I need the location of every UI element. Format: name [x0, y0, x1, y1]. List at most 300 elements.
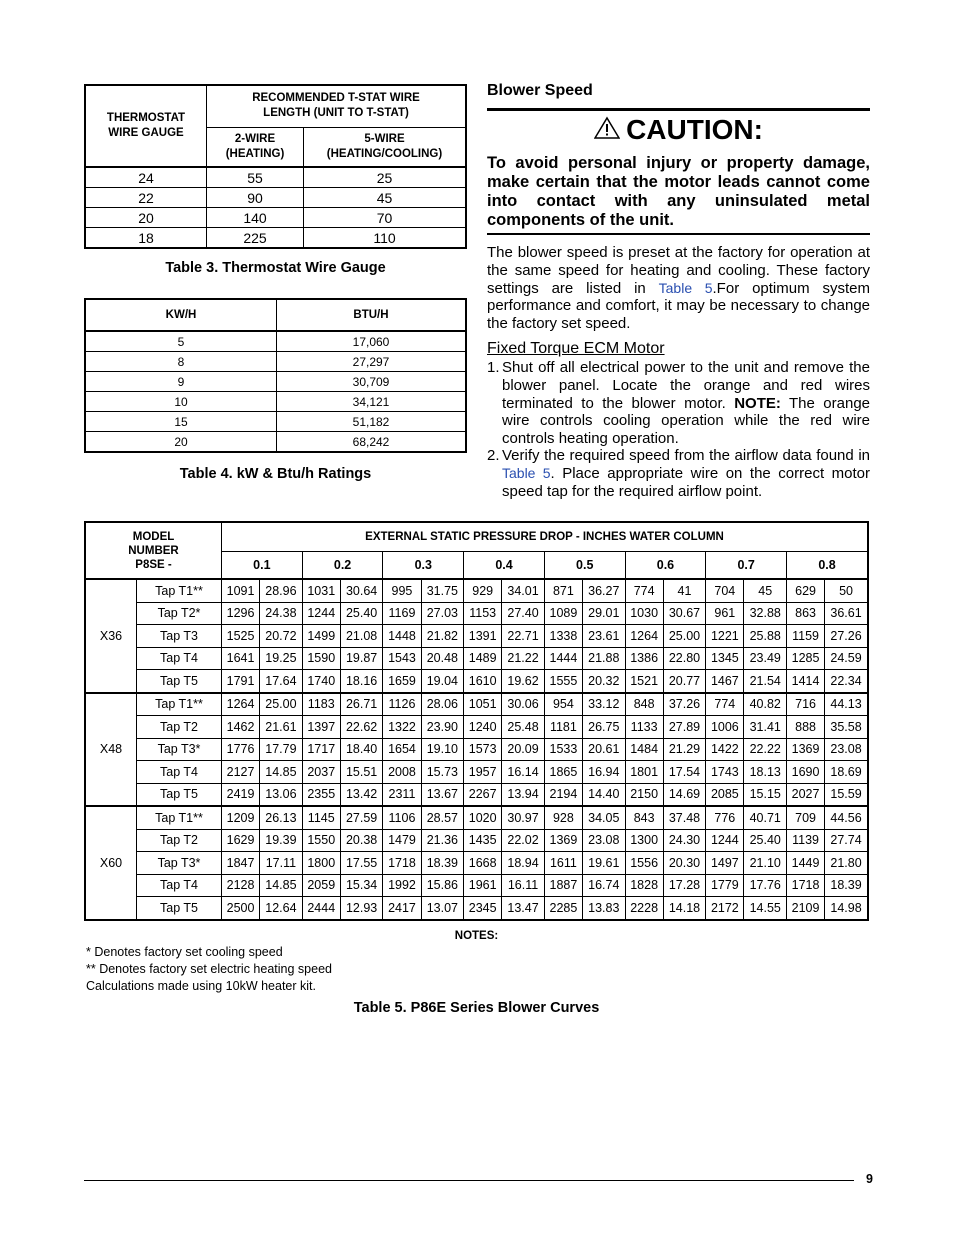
t4-cell: 9: [85, 372, 277, 392]
t5-value-cell: 2150: [625, 783, 663, 806]
t5-value-cell: 2059: [302, 874, 340, 897]
caution-text: To avoid personal injury or property damage, make certain that the motor leads cannot come into contact with any uninsulated metal components of the unit.: [487, 154, 870, 229]
t5-value-cell: 30.97: [502, 806, 545, 829]
t5-model-header-line: MODEL: [132, 530, 175, 543]
t3-cell: 24: [85, 167, 207, 188]
t5-value-cell: 2500: [222, 897, 260, 920]
t5-value-cell: 961: [706, 602, 744, 625]
t5-value-cell: 44.13: [825, 693, 868, 716]
t5-value-cell: 22.34: [825, 670, 868, 693]
t3-col3-header-line1: 5-WIRE: [364, 132, 405, 145]
t3-cell: 110: [304, 228, 467, 249]
t5-value-cell: 17.55: [340, 852, 383, 875]
t5-value-cell: 36.61: [825, 602, 868, 625]
t5-value-cell: 2109: [787, 897, 825, 920]
t5-value-cell: 30.67: [663, 602, 706, 625]
t5-value-cell: 18.94: [502, 852, 545, 875]
t5-value-cell: 20.61: [582, 738, 625, 761]
t5-pressure-header: 0.2: [302, 552, 383, 580]
t5-value-cell: 22.71: [502, 625, 545, 648]
t5-value-cell: 13.94: [502, 783, 545, 806]
t5-value-cell: 1181: [544, 716, 582, 739]
t5-value-cell: 18.39: [421, 852, 464, 875]
t5-value-cell: 995: [383, 579, 421, 602]
t5-value-cell: 1414: [787, 670, 825, 693]
t5-value-cell: 25.48: [502, 716, 545, 739]
t5-value-cell: 1525: [222, 625, 260, 648]
t5-value-cell: 1573: [464, 738, 502, 761]
blower-intro-paragraph: [487, 244, 870, 333]
step-2-text-b: . Place appropriate wire on the correct motor speed tap for the required airflow point.: [502, 464, 870, 500]
t5-value-cell: 2355: [302, 783, 340, 806]
t4-cell: 34,121: [277, 392, 467, 412]
t3-col3-header: [304, 127, 467, 167]
t5-value-cell: 20.30: [663, 852, 706, 875]
t5-value-cell: 2037: [302, 761, 340, 784]
note-item: * Denotes factory set cooling speed: [86, 945, 283, 959]
t5-value-cell: 13.47: [502, 897, 545, 920]
t5-row: [85, 738, 868, 761]
t5-pressure-header: 0.5: [544, 552, 625, 580]
t5-value-cell: 20.72: [260, 625, 303, 648]
t5-value-cell: 1435: [464, 829, 502, 852]
t5-value-cell: 1776: [222, 738, 260, 761]
t5-value-cell: 25.00: [260, 693, 303, 716]
t5-value-cell: 18.16: [340, 670, 383, 693]
t3-cell: 45: [304, 188, 467, 208]
t5-value-cell: 1448: [383, 625, 421, 648]
t5-value-cell: 1345: [706, 647, 744, 670]
t5-value-cell: 29.01: [582, 602, 625, 625]
t5-value-cell: 24.30: [663, 829, 706, 852]
t5-row: [85, 761, 868, 784]
t5-value-cell: 1521: [625, 670, 663, 693]
t5-value-cell: 1690: [787, 761, 825, 784]
kw-btu-ratings-table: [84, 298, 467, 453]
t5-value-cell: 1091: [222, 579, 260, 602]
t5-tap-cell: Tap T4: [137, 874, 222, 897]
t5-value-cell: 2419: [222, 783, 260, 806]
t5-value-cell: 21.36: [421, 829, 464, 852]
t5-value-cell: 2228: [625, 897, 663, 920]
t5-value-cell: 21.54: [744, 670, 787, 693]
t5-value-cell: 18.40: [340, 738, 383, 761]
t5-value-cell: 1484: [625, 738, 663, 761]
t3-cell: 90: [207, 188, 304, 208]
t5-value-cell: 25.40: [744, 829, 787, 852]
t5-value-cell: 954: [544, 693, 582, 716]
t5-value-cell: 1264: [222, 693, 260, 716]
t5-value-cell: 23.49: [744, 647, 787, 670]
caution-top-rule: [487, 108, 870, 111]
t5-value-cell: 15.59: [825, 783, 868, 806]
t5-value-cell: 25.88: [744, 625, 787, 648]
table5-link-2[interactable]: Table 5: [502, 464, 551, 481]
t5-value-cell: 1791: [222, 670, 260, 693]
t5-value-cell: 1244: [706, 829, 744, 852]
t3-cell: 140: [207, 208, 304, 228]
t5-value-cell: 23.08: [825, 738, 868, 761]
t5-value-cell: 2172: [706, 897, 744, 920]
t5-value-cell: 2345: [464, 897, 502, 920]
t5-value-cell: 24.38: [260, 602, 303, 625]
t5-value-cell: 17.76: [744, 874, 787, 897]
step-2-number: 2.: [487, 447, 500, 464]
t5-value-cell: 1369: [787, 738, 825, 761]
t5-value-cell: 22.02: [502, 829, 545, 852]
t5-value-cell: 28.57: [421, 806, 464, 829]
t5-value-cell: 709: [787, 806, 825, 829]
t4-row: [85, 412, 466, 432]
t5-value-cell: 18.13: [744, 761, 787, 784]
step-2-text-a: Verify the required speed from the airflow data found in: [502, 447, 870, 464]
t5-value-cell: 776: [706, 806, 744, 829]
t5-value-cell: 1718: [787, 874, 825, 897]
t5-value-cell: 1221: [706, 625, 744, 648]
t5-value-cell: 1106: [383, 806, 421, 829]
t5-value-cell: 20.48: [421, 647, 464, 670]
t5-tap-cell: Tap T1**: [137, 693, 222, 716]
t5-value-cell: 2008: [383, 761, 421, 784]
t5-value-cell: 1006: [706, 716, 744, 739]
step-2-text: [502, 447, 870, 500]
step-1-text-b: The orange wire controls cooling operation while the red wire controls heating operation.: [502, 394, 870, 448]
t5-value-cell: 1020: [464, 806, 502, 829]
t3-cell: 18: [85, 228, 207, 249]
table5-link[interactable]: Table 5: [658, 279, 713, 296]
t4-cell: 10: [85, 392, 277, 412]
t5-value-cell: 1865: [544, 761, 582, 784]
t5-value-cell: 30.06: [502, 693, 545, 716]
t4-cell: 17,060: [277, 331, 467, 352]
t5-value-cell: 1169: [383, 602, 421, 625]
t5-value-cell: 1338: [544, 625, 582, 648]
table5-caption: Table 5. P86E Series Blower Curves: [353, 1000, 600, 1016]
t3-row: [85, 228, 466, 249]
t3-col2-header-line1: 2-WIRE: [234, 132, 276, 145]
t5-value-cell: 26.13: [260, 806, 303, 829]
t5-row: [85, 806, 868, 829]
t5-value-cell: 15.86: [421, 874, 464, 897]
t5-model-cell: X48: [85, 693, 137, 807]
caution-bottom-rule: [487, 233, 870, 235]
t4-cell: 15: [85, 412, 277, 432]
t5-tap-cell: Tap T1**: [137, 806, 222, 829]
fixed-torque-subheading: Fixed Torque ECM Motor: [487, 340, 665, 357]
table4-caption: Table 4. kW & Btu/h Ratings: [179, 466, 372, 482]
t5-value-cell: 1654: [383, 738, 421, 761]
t5-value-cell: 1145: [302, 806, 340, 829]
t5-value-cell: 19.87: [340, 647, 383, 670]
t5-model-cell: X36: [85, 579, 137, 693]
t5-value-cell: 1240: [464, 716, 502, 739]
t5-value-cell: 1992: [383, 874, 421, 897]
t5-pressure-header: 0.6: [625, 552, 706, 580]
t5-value-cell: 27.40: [502, 602, 545, 625]
t5-pressure-header: 0.7: [706, 552, 787, 580]
t3-cell: 225: [207, 228, 304, 249]
t5-value-cell: 32.88: [744, 602, 787, 625]
t5-value-cell: 16.94: [582, 761, 625, 784]
t5-pressure-header: 0.3: [383, 552, 464, 580]
t5-value-cell: 1369: [544, 829, 582, 852]
t5-value-cell: 1285: [787, 647, 825, 670]
t5-value-cell: 1462: [222, 716, 260, 739]
t5-value-cell: 50: [825, 579, 868, 602]
t5-value-cell: 14.98: [825, 897, 868, 920]
t5-value-cell: 1779: [706, 874, 744, 897]
t4-btuh-header: BTU/H: [277, 299, 467, 331]
t5-value-cell: 24.59: [825, 647, 868, 670]
t5-value-cell: 1550: [302, 829, 340, 852]
t5-value-cell: 28.06: [421, 693, 464, 716]
t5-value-cell: 27.03: [421, 602, 464, 625]
t5-value-cell: 21.88: [582, 647, 625, 670]
t5-value-cell: 1543: [383, 647, 421, 670]
blower-speed-heading: Blower Speed: [487, 82, 593, 99]
t5-value-cell: 1800: [302, 852, 340, 875]
t5-value-cell: 36.27: [582, 579, 625, 602]
t5-value-cell: 1497: [706, 852, 744, 875]
t5-value-cell: 1659: [383, 670, 421, 693]
t5-value-cell: 1397: [302, 716, 340, 739]
t5-value-cell: 1051: [464, 693, 502, 716]
t5-value-cell: 1449: [787, 852, 825, 875]
t5-value-cell: 1183: [302, 693, 340, 716]
step-1-number: 1.: [487, 359, 500, 376]
t5-value-cell: 1611: [544, 852, 582, 875]
t5-model-header: [85, 522, 222, 579]
t5-value-cell: 19.61: [582, 852, 625, 875]
t5-value-cell: 15.15: [744, 783, 787, 806]
t3-col1-header-line1: THERMOSTAT: [106, 112, 186, 124]
t5-value-cell: 863: [787, 602, 825, 625]
step-2: [487, 447, 870, 500]
t3-row: [85, 167, 466, 188]
t5-tap-cell: Tap T2*: [137, 602, 222, 625]
warning-triangle-icon: [594, 116, 620, 140]
t5-value-cell: 774: [625, 579, 663, 602]
t5-value-cell: 17.11: [260, 852, 303, 875]
page-number: 9: [866, 1172, 873, 1186]
t5-value-cell: 12.64: [260, 897, 303, 920]
t5-value-cell: 17.79: [260, 738, 303, 761]
t5-value-cell: 1961: [464, 874, 502, 897]
t5-value-cell: 928: [544, 806, 582, 829]
t5-value-cell: 21.82: [421, 625, 464, 648]
t5-value-cell: 12.93: [340, 897, 383, 920]
t5-model-header-line: NUMBER: [128, 544, 179, 557]
t3-cell: 22: [85, 188, 207, 208]
t5-value-cell: 20.32: [582, 670, 625, 693]
t5-value-cell: 1386: [625, 647, 663, 670]
t5-value-cell: 34.01: [502, 579, 545, 602]
t5-value-cell: 1300: [625, 829, 663, 852]
t5-value-cell: 15.34: [340, 874, 383, 897]
t5-value-cell: 40.82: [744, 693, 787, 716]
t5-value-cell: 14.85: [260, 874, 303, 897]
t3-group-header-line2: LENGTH (UNIT TO T-STAT): [263, 107, 409, 120]
t3-col3-header-line2: (HEATING/COOLING): [326, 147, 443, 160]
t5-value-cell: 34.05: [582, 806, 625, 829]
t5-value-cell: 2127: [222, 761, 260, 784]
t5-tap-cell: Tap T1**: [137, 579, 222, 602]
t5-value-cell: 1489: [464, 647, 502, 670]
step-1-text-a: Shut off all electrical power to the unit and remove the blower panel. Locate the orange and red wires terminated to the blower motor.: [502, 359, 870, 412]
t3-cell: 70: [304, 208, 467, 228]
t5-model-header-line: P8SE -: [135, 558, 172, 571]
t5-row: [85, 647, 868, 670]
t5-header-row: [85, 522, 868, 552]
t5-value-cell: 27.26: [825, 625, 868, 648]
t5-value-cell: 15.51: [340, 761, 383, 784]
t5-tap-cell: Tap T5: [137, 783, 222, 806]
t5-tap-cell: Tap T2: [137, 716, 222, 739]
t5-value-cell: 13.67: [421, 783, 464, 806]
t5-value-cell: 21.61: [260, 716, 303, 739]
t5-value-cell: 1391: [464, 625, 502, 648]
t5-tap-cell: Tap T3: [137, 625, 222, 648]
footer-rule: [84, 1180, 854, 1181]
t5-pressure-header: 0.1: [222, 552, 303, 580]
t5-value-cell: 1957: [464, 761, 502, 784]
t5-value-cell: 1743: [706, 761, 744, 784]
t5-value-cell: 2311: [383, 783, 421, 806]
t5-value-cell: 21.29: [663, 738, 706, 761]
t5-value-cell: 1479: [383, 829, 421, 852]
t4-row: [85, 432, 466, 453]
t5-value-cell: 15.73: [421, 761, 464, 784]
t5-value-cell: 2417: [383, 897, 421, 920]
t5-row: [85, 783, 868, 806]
t5-value-cell: 2267: [464, 783, 502, 806]
t5-value-cell: 1668: [464, 852, 502, 875]
t5-value-cell: 19.25: [260, 647, 303, 670]
t5-tap-cell: Tap T5: [137, 897, 222, 920]
t5-row: [85, 716, 868, 739]
t5-value-cell: 2194: [544, 783, 582, 806]
t5-value-cell: 17.54: [663, 761, 706, 784]
t5-model-cell: X60: [85, 806, 137, 920]
t5-value-cell: 2128: [222, 874, 260, 897]
t3-group-header-line1: RECOMMENDED T-STAT WIRE: [252, 92, 420, 105]
t5-value-cell: 27.89: [663, 716, 706, 739]
t5-value-cell: 1422: [706, 738, 744, 761]
t5-value-cell: 1847: [222, 852, 260, 875]
t5-value-cell: 1264: [625, 625, 663, 648]
note-item: ** Denotes factory set electric heating speed: [86, 962, 332, 976]
t5-value-cell: 31.41: [744, 716, 787, 739]
t5-value-cell: 629: [787, 579, 825, 602]
t5-row: [85, 852, 868, 875]
t4-cell: 8: [85, 352, 277, 372]
table3-caption: Table 3. Thermostat Wire Gauge: [165, 260, 386, 276]
t5-value-cell: 14.18: [663, 897, 706, 920]
blower-intro-text-a: The blower speed is preset at the factory for operation at the same speed for heating and cooling. These factory settings are listed in: [487, 244, 870, 297]
t5-row: [85, 579, 868, 602]
t3-cell: 25: [304, 167, 467, 188]
t5-value-cell: 25.00: [663, 625, 706, 648]
step-1: [487, 359, 870, 448]
t5-value-cell: 22.80: [663, 647, 706, 670]
t5-value-cell: 41: [663, 579, 706, 602]
t5-tap-cell: Tap T4: [137, 647, 222, 670]
t5-value-cell: 27.74: [825, 829, 868, 852]
t5-value-cell: 16.74: [582, 874, 625, 897]
t5-value-cell: 31.75: [421, 579, 464, 602]
t5-value-cell: 13.07: [421, 897, 464, 920]
t5-value-cell: 23.08: [582, 829, 625, 852]
t5-value-cell: 26.71: [340, 693, 383, 716]
t5-pressure-header: 0.4: [464, 552, 545, 580]
t5-tap-cell: Tap T2: [137, 829, 222, 852]
t5-value-cell: 18.69: [825, 761, 868, 784]
t5-value-cell: 888: [787, 716, 825, 739]
t5-value-cell: 19.04: [421, 670, 464, 693]
t5-value-cell: 19.39: [260, 829, 303, 852]
t5-value-cell: 929: [464, 579, 502, 602]
t5-value-cell: 2285: [544, 897, 582, 920]
t5-tap-cell: Tap T5: [137, 670, 222, 693]
t5-value-cell: 40.71: [744, 806, 787, 829]
t5-value-cell: 2085: [706, 783, 744, 806]
t5-value-cell: 2444: [302, 897, 340, 920]
t5-value-cell: 22.62: [340, 716, 383, 739]
t5-value-cell: 1296: [222, 602, 260, 625]
step-1-note-label: NOTE:: [734, 394, 781, 412]
caution-title: CAUTION:: [626, 114, 763, 145]
t5-value-cell: 13.42: [340, 783, 383, 806]
step-1-text: [502, 359, 870, 448]
t5-value-cell: 843: [625, 806, 663, 829]
t5-value-cell: 1629: [222, 829, 260, 852]
t5-value-cell: 2027: [787, 783, 825, 806]
t5-value-cell: 28.96: [260, 579, 303, 602]
t5-value-cell: 21.10: [744, 852, 787, 875]
t5-value-cell: 1322: [383, 716, 421, 739]
t5-value-cell: 20.77: [663, 670, 706, 693]
t5-value-cell: 20.38: [340, 829, 383, 852]
t3-cell: 20: [85, 208, 207, 228]
t3-col2-header: [207, 127, 304, 167]
t3-row: [85, 208, 466, 228]
t5-value-cell: 1641: [222, 647, 260, 670]
t5-value-cell: 1740: [302, 670, 340, 693]
t5-value-cell: 26.75: [582, 716, 625, 739]
t5-value-cell: 35.58: [825, 716, 868, 739]
t5-tap-cell: Tap T3*: [137, 738, 222, 761]
t5-value-cell: 1828: [625, 874, 663, 897]
t5-value-cell: 1444: [544, 647, 582, 670]
t3-col1-header-line2: WIRE GAUGE: [108, 127, 184, 139]
note-item: Calculations made using 10kW heater kit.: [86, 979, 316, 993]
t5-value-cell: 1244: [302, 602, 340, 625]
t4-row: [85, 372, 466, 392]
t5-value-cell: 21.08: [340, 625, 383, 648]
t5-value-cell: 774: [706, 693, 744, 716]
t5-value-cell: 1887: [544, 874, 582, 897]
t5-value-cell: 716: [787, 693, 825, 716]
t4-row: [85, 331, 466, 352]
caution-banner: [487, 114, 870, 146]
t5-group-header: EXTERNAL STATIC PRESSURE DROP - INCHES WATER COLUMN: [222, 522, 869, 552]
t5-value-cell: 21.22: [502, 647, 545, 670]
t5-value-cell: 45: [744, 579, 787, 602]
t5-value-cell: 704: [706, 579, 744, 602]
t5-value-cell: 14.40: [582, 783, 625, 806]
t5-value-cell: 1801: [625, 761, 663, 784]
t5-value-cell: 13.83: [582, 897, 625, 920]
